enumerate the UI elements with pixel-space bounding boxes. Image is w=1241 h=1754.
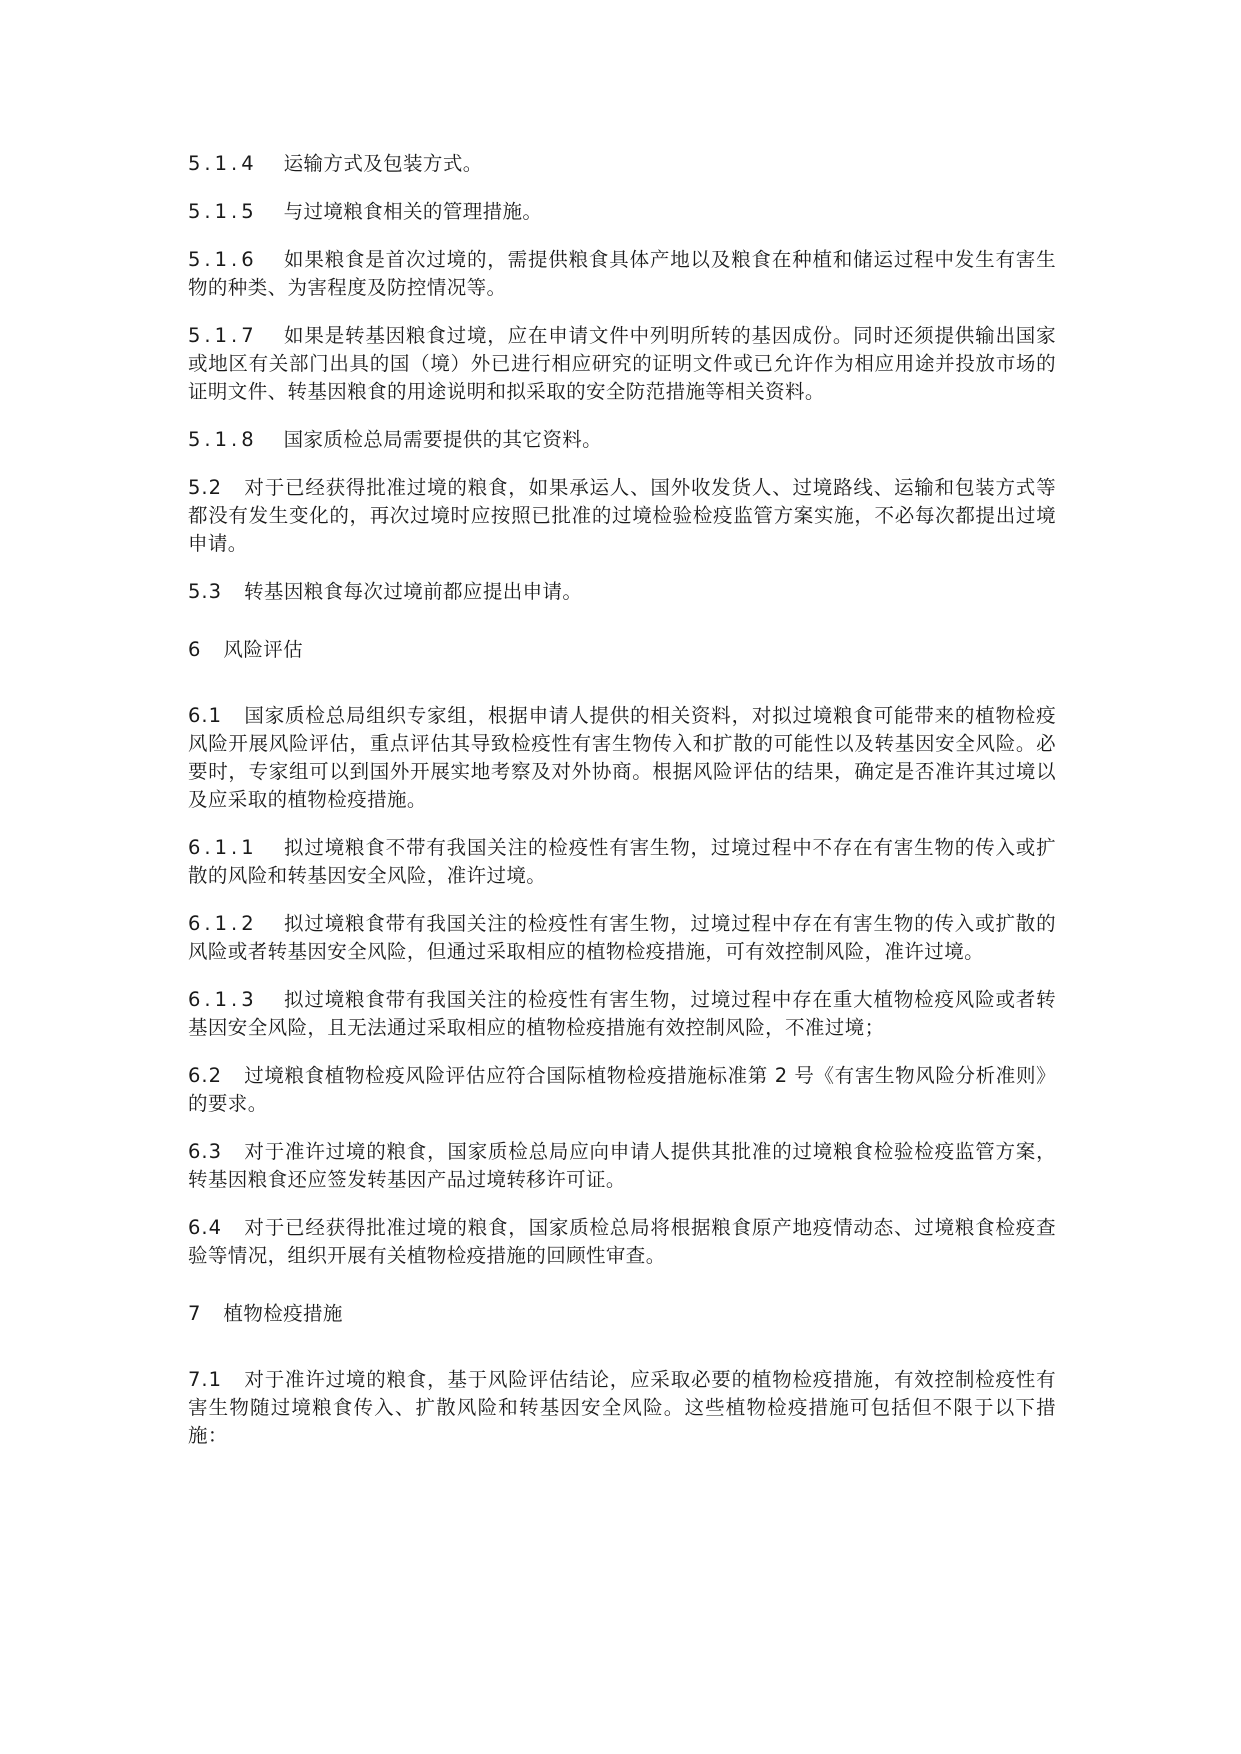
clause-text: 对于已经获得批准过境的粮食，如果承运人、国外收发货人、过境路线、运输和包装方式等都没有发生变化的，再次过境时应按照已批准的过境检验检疫监管方案实施，不必每次都提出过境申请。 — [188, 476, 1056, 555]
clause-text: 运输方式及包装方式。 — [283, 152, 483, 175]
clause-5-2 — [188, 474, 1056, 558]
clause-number: 5.2 — [188, 476, 223, 499]
clause-number: 6.2 — [188, 1064, 223, 1087]
section-title: 植物检疫措施 — [223, 1302, 343, 1325]
clause-6-1-3 — [188, 986, 1056, 1042]
clause-6-2 — [188, 1062, 1056, 1118]
clause-text: 对于准许过境的粮食，国家质检总局应向申请人提供其批准的过境粮食检验检疫监管方案，转基因粮食还应签发转基因产品过境转移许可证。 — [188, 1140, 1056, 1191]
clause-text: 拟过境粮食带有我国关注的检疫性有害生物，过境过程中存在重大植物检疫风险或者转基因安全风险，且无法通过采取相应的植物检疫措施有效控制风险，不准过境； — [188, 988, 1056, 1039]
clause-5-1-4 — [188, 150, 1056, 178]
clause-5-1-8 — [188, 426, 1056, 454]
clause-text: 拟过境粮食不带有我国关注的检疫性有害生物，过境过程中不存在有害生物的传入或扩散的风险和转基因安全风险，准许过境。 — [188, 836, 1056, 887]
clause-text: 拟过境粮食带有我国关注的检疫性有害生物，过境过程中存在有害生物的传入或扩散的风险或者转基因安全风险，但通过采取相应的植物检疫措施，可有效控制风险，准许过境。 — [188, 912, 1056, 963]
clause-number: 5.1.5 — [188, 200, 258, 223]
clause-5-3 — [188, 578, 1056, 606]
clause-text: 如果粮食是首次过境的，需提供粮食具体产地以及粮食在种植和储运过程中发生有害生物的种类、为害程度及防控情况等。 — [188, 248, 1056, 299]
clause-5-1-7 — [188, 322, 1056, 406]
clause-text: 转基因粮食每次过境前都应提出申请。 — [244, 580, 583, 603]
clause-number: 6.1.3 — [188, 988, 258, 1011]
clause-5-1-5 — [188, 198, 1056, 226]
clause-7-1 — [188, 1366, 1056, 1450]
clause-text: 过境粮食植物检疫风险评估应符合国际植物检疫措施标准第 2 号《有害生物风险分析准则》的要求。 — [188, 1064, 1056, 1115]
clause-6-3 — [188, 1138, 1056, 1194]
clause-text: 对于已经获得批准过境的粮食，国家质检总局将根据粮食原产地疫情动态、过境粮食检疫查验等情况，组织开展有关植物检疫措施的回顾性审查。 — [188, 1216, 1056, 1267]
clause-number: 7.1 — [188, 1368, 223, 1391]
clause-number: 6.1 — [188, 704, 223, 727]
clause-number: 6.3 — [188, 1140, 223, 1163]
clause-6-1 — [188, 702, 1056, 814]
section-number: 6 — [188, 638, 202, 661]
clause-number: 6.1.1 — [188, 836, 258, 859]
clause-number: 5.1.8 — [188, 428, 258, 451]
clause-number: 5.1.7 — [188, 324, 258, 347]
clause-number: 6.4 — [188, 1216, 223, 1239]
clause-5-1-6 — [188, 246, 1056, 302]
clause-6-1-1 — [188, 834, 1056, 890]
clause-6-1-2 — [188, 910, 1056, 966]
clause-6-4 — [188, 1214, 1056, 1270]
clause-number: 5.1.4 — [188, 152, 258, 175]
clause-text: 如果是转基因粮食过境，应在申请文件中列明所转的基因成份。同时还须提供输出国家或地区有关部门出具的国（境）外已进行相应研究的证明文件或已允许作为相应用途并投放市场的证明文件、转基因粮食的用途说明和拟采取的安全防范措施等相关资料。 — [188, 324, 1056, 403]
clause-text: 国家质检总局组织专家组，根据申请人提供的相关资料，对拟过境粮食可能带来的植物检疫风险开展风险评估，重点评估其导致检疫性有害生物传入和扩散的可能性以及转基因安全风险。必要时，专家组可以到国外开展实地考察及对外协商。根据风险评估的结果，确定是否准许其过境以及应采取的植物检疫措施。 — [188, 704, 1056, 811]
clause-text: 对于准许过境的粮食，基于风险评估结论，应采取必要的植物检疫措施，有效控制检疫性有害生物随过境粮食传入、扩散风险和转基因安全风险。这些植物检疫措施可包括但不限于以下措施： — [188, 1368, 1056, 1447]
document-body — [188, 150, 1056, 1470]
clause-text: 国家质检总局需要提供的其它资料。 — [283, 428, 603, 451]
section-heading-7 — [188, 1300, 1056, 1328]
clause-number: 5.3 — [188, 580, 223, 603]
clause-number: 6.1.2 — [188, 912, 258, 935]
section-number: 7 — [188, 1302, 202, 1325]
clause-number: 5.1.6 — [188, 248, 258, 271]
section-heading-6 — [188, 636, 1056, 664]
clause-text: 与过境粮食相关的管理措施。 — [283, 200, 543, 223]
section-title: 风险评估 — [223, 638, 304, 661]
